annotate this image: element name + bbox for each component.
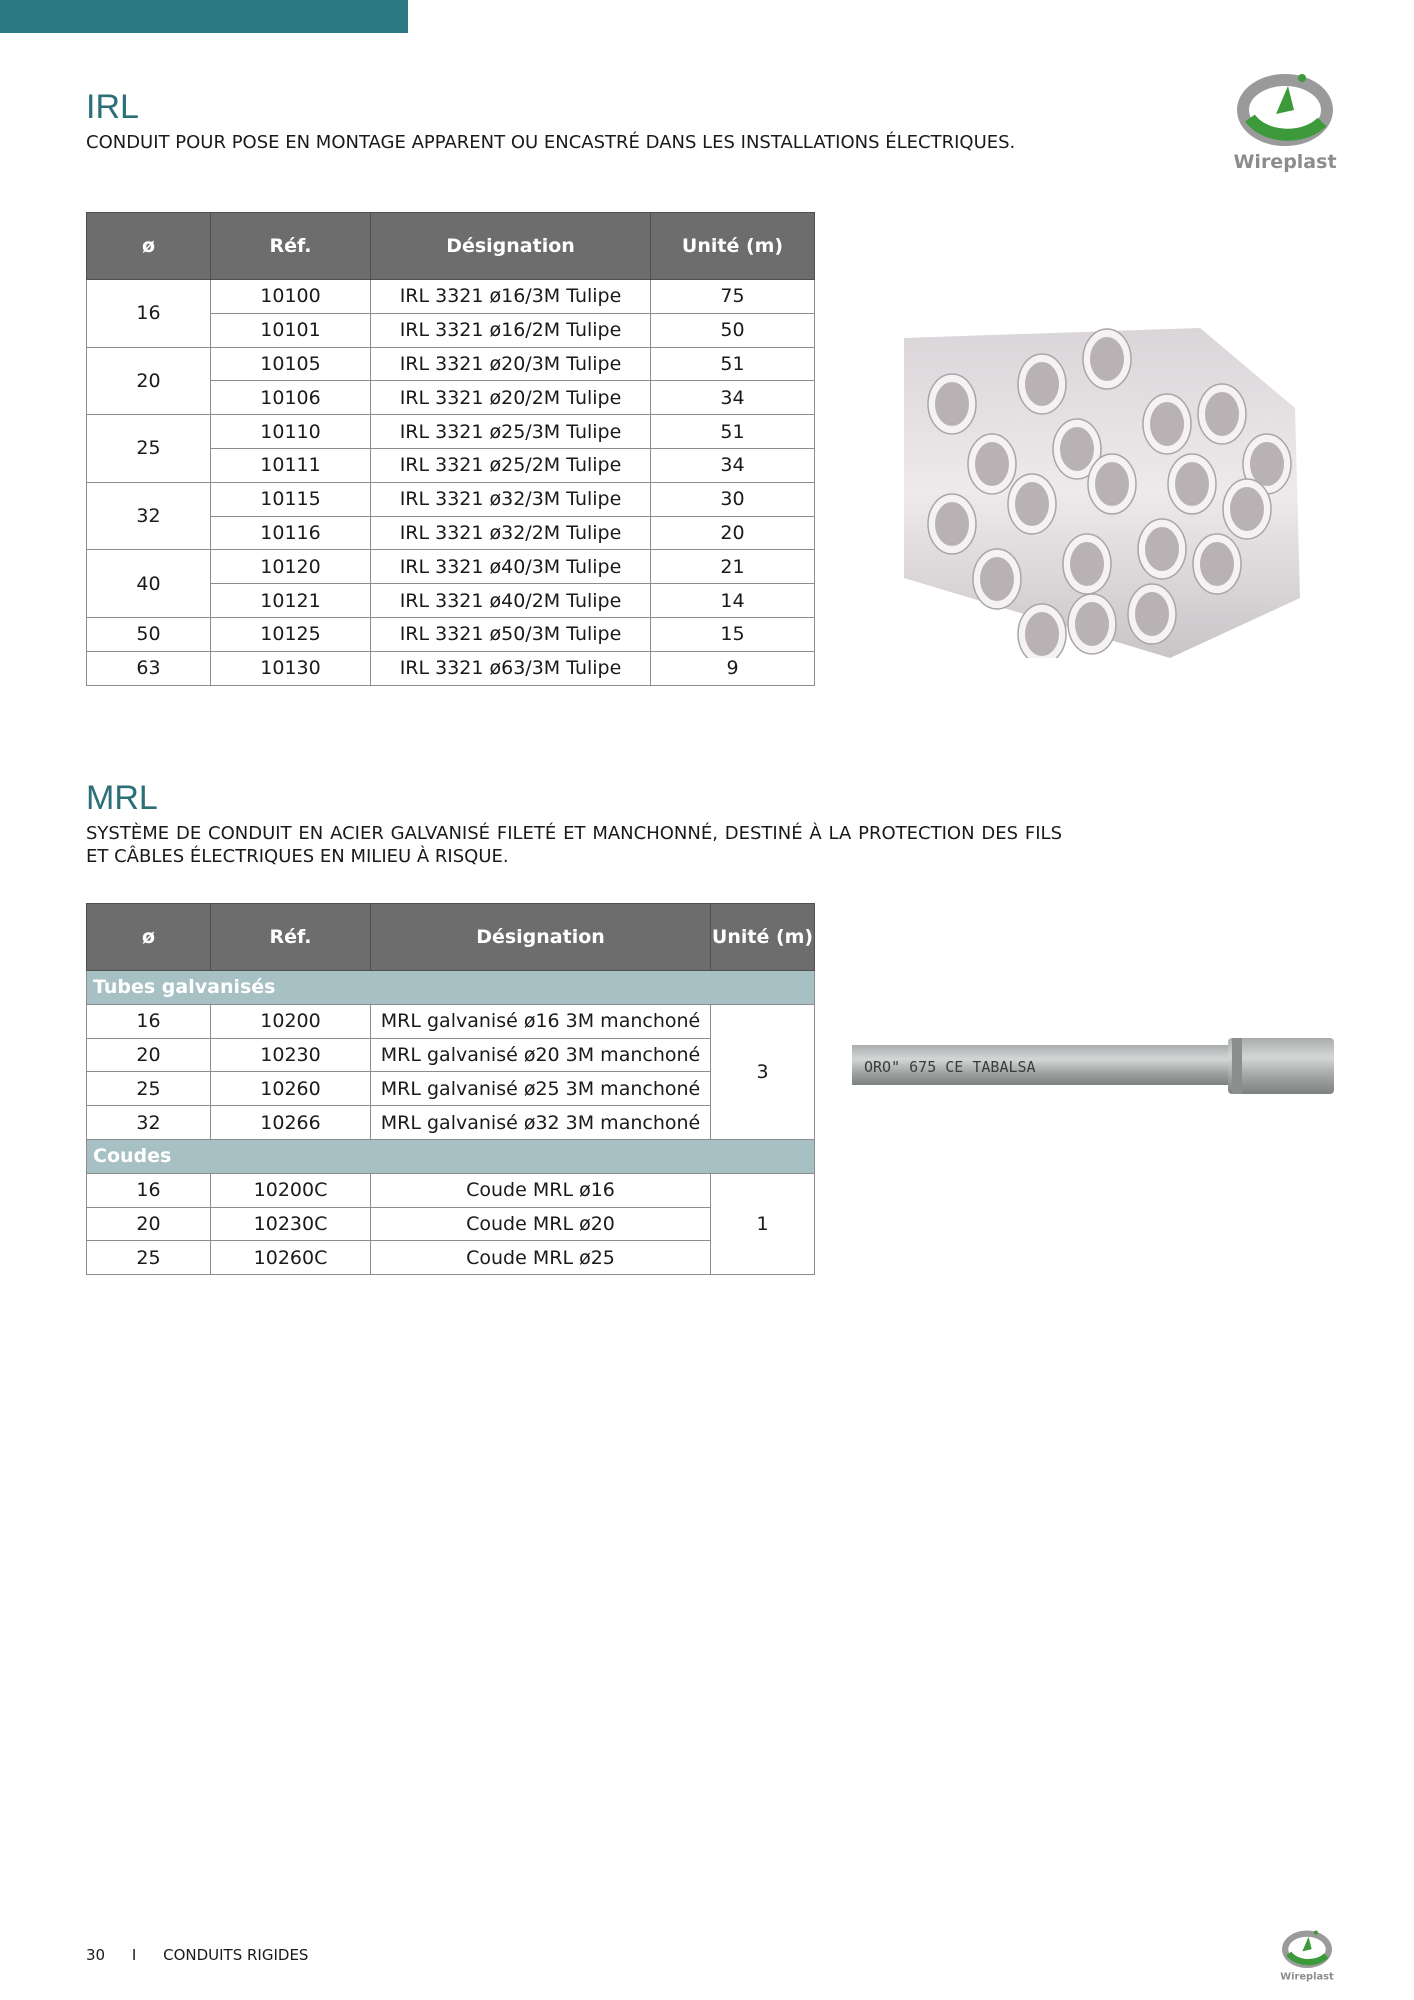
wireplast-logo-small	[1268, 1924, 1346, 1986]
diameter-cell: 16	[87, 280, 211, 348]
ref-cell: 10106	[211, 381, 371, 415]
col-header-diameter: ø	[87, 213, 211, 280]
designation-cell: IRL 3321 ø16/2M Tulipe	[371, 313, 651, 347]
designation-cell: IRL 3321 ø32/3M Tulipe	[371, 482, 651, 516]
diameter-cell: 25	[87, 1241, 211, 1275]
designation-cell: IRL 3321 ø20/3M Tulipe	[371, 347, 651, 381]
wireplast-logo	[1210, 66, 1360, 176]
table-row	[87, 415, 815, 449]
diameter-cell: 20	[87, 1207, 211, 1241]
tube-opening	[1250, 442, 1284, 486]
ref-cell: 10200C	[211, 1173, 371, 1207]
ref-cell: 10230C	[211, 1207, 371, 1241]
tube-opening	[1200, 542, 1234, 586]
designation-cell: Coude MRL ø20	[371, 1207, 711, 1241]
ref-cell: 10115	[211, 482, 371, 516]
page-number: 30	[86, 1946, 106, 1964]
table-row	[87, 1038, 815, 1072]
designation-cell: IRL 3321 ø16/3M Tulipe	[371, 280, 651, 314]
irl-description: CONDUIT POUR POSE EN MONTAGE APPARENT OU ENCASTRÉ DANS LES INSTALLATIONS ÉLECTRIQUES.	[86, 132, 1016, 153]
svg-text:Wireplast: Wireplast	[1233, 151, 1337, 173]
unit-cell: 34	[651, 381, 815, 415]
table-row	[87, 1207, 815, 1241]
table-row	[87, 1004, 815, 1038]
diameter-cell: 25	[87, 415, 211, 483]
page-footer	[86, 1946, 330, 1964]
unit-cell: 1	[711, 1173, 815, 1274]
ref-cell: 10121	[211, 584, 371, 618]
unit-cell: 50	[651, 313, 815, 347]
col-header-unit: Unité (m)	[711, 904, 815, 971]
ref-cell: 10110	[211, 415, 371, 449]
table-row	[87, 1106, 815, 1140]
tube-opening	[1090, 337, 1124, 381]
group-label: Coudes	[87, 1139, 815, 1173]
ref-cell: 10120	[211, 550, 371, 584]
irl-table	[86, 212, 815, 686]
col-header-designation: Désignation	[371, 904, 711, 971]
mrl-description: SYSTÈME DE CONDUIT EN ACIER GALVANISÉ FILETÉ ET MANCHONNÉ, DESTINÉ À LA PROTECTION DES FILS ET CÂBLES ÉLECTRIQUES EN MILIEU À RISQUE.	[86, 823, 1062, 867]
diameter-cell: 16	[87, 1004, 211, 1038]
mrl-product-photo	[852, 1036, 1334, 1102]
ref-cell: 10111	[211, 448, 371, 482]
tube-opening	[1075, 602, 1109, 646]
ref-cell: 10100	[211, 280, 371, 314]
tube-opening	[1070, 542, 1104, 586]
irl-product-photo	[900, 328, 1310, 658]
tube-opening	[975, 442, 1009, 486]
table-row	[87, 651, 815, 685]
diameter-cell: 20	[87, 1038, 211, 1072]
pipe-marking: ORO" 675 CE TABALSA	[864, 1058, 1036, 1076]
table-row	[87, 280, 815, 314]
table-row	[87, 482, 815, 516]
unit-cell: 20	[651, 516, 815, 550]
unit-cell: 14	[651, 584, 815, 618]
diameter-cell: 40	[87, 550, 211, 618]
table-row	[87, 1241, 815, 1275]
tube-opening	[1230, 487, 1264, 531]
tube-opening	[1145, 527, 1179, 571]
ref-cell: 10260	[211, 1072, 371, 1106]
table-row	[87, 347, 815, 381]
tube-opening	[1025, 612, 1059, 656]
tube-opening	[935, 382, 969, 426]
col-header-ref: Réf.	[211, 213, 371, 280]
diameter-cell: 50	[87, 617, 211, 651]
designation-cell: Coude MRL ø16	[371, 1173, 711, 1207]
diameter-cell: 25	[87, 1072, 211, 1106]
table-row	[87, 550, 815, 584]
tube-opening	[1175, 462, 1209, 506]
tube-opening	[1205, 392, 1239, 436]
designation-cell: IRL 3321 ø25/2M Tulipe	[371, 448, 651, 482]
designation-cell: MRL galvanisé ø25 3M manchoné	[371, 1072, 711, 1106]
footer-section: CONDUITS RIGIDES	[163, 1946, 309, 1964]
tube-opening	[980, 557, 1014, 601]
ref-cell: 10130	[211, 651, 371, 685]
table-row	[87, 1072, 815, 1106]
mrl-table	[86, 903, 815, 1275]
table-row	[87, 1173, 815, 1207]
tube-opening	[935, 502, 969, 546]
ref-cell: 10200	[211, 1004, 371, 1038]
tube-opening	[1150, 402, 1184, 446]
unit-cell: 9	[651, 651, 815, 685]
designation-cell: MRL galvanisé ø20 3M manchoné	[371, 1038, 711, 1072]
tube-opening	[1060, 427, 1094, 471]
col-header-ref: Réf.	[211, 904, 371, 971]
tube-opening	[1095, 462, 1129, 506]
unit-cell: 30	[651, 482, 815, 516]
unit-cell: 75	[651, 280, 815, 314]
ref-cell: 10125	[211, 617, 371, 651]
unit-cell: 51	[651, 415, 815, 449]
tube-opening	[1135, 592, 1169, 636]
footer-separator: I	[131, 1946, 137, 1964]
designation-cell: IRL 3321 ø25/3M Tulipe	[371, 415, 651, 449]
designation-cell: IRL 3321 ø32/2M Tulipe	[371, 516, 651, 550]
ref-cell: 10230	[211, 1038, 371, 1072]
group-row	[87, 1139, 815, 1173]
designation-cell: IRL 3321 ø40/2M Tulipe	[371, 584, 651, 618]
col-header-diameter: ø	[87, 904, 211, 971]
unit-cell: 3	[711, 1004, 815, 1139]
designation-cell: IRL 3321 ø40/3M Tulipe	[371, 550, 651, 584]
table-row	[87, 617, 815, 651]
tube-opening	[1025, 362, 1059, 406]
svg-text:Wireplast: Wireplast	[1280, 1971, 1334, 1983]
designation-cell: IRL 3321 ø63/3M Tulipe	[371, 651, 651, 685]
designation-cell: Coude MRL ø25	[371, 1241, 711, 1275]
mrl-title: MRL	[86, 779, 158, 817]
diameter-cell: 32	[87, 482, 211, 550]
top-accent-bar	[0, 0, 408, 33]
unit-cell: 21	[651, 550, 815, 584]
diameter-cell: 20	[87, 347, 211, 415]
col-header-designation: Désignation	[371, 213, 651, 280]
designation-cell: MRL galvanisé ø32 3M manchoné	[371, 1106, 711, 1140]
irl-title: IRL	[86, 88, 139, 126]
unit-cell: 34	[651, 448, 815, 482]
diameter-cell: 63	[87, 651, 211, 685]
diameter-cell: 16	[87, 1173, 211, 1207]
unit-cell: 51	[651, 347, 815, 381]
designation-cell: MRL galvanisé ø16 3M manchoné	[371, 1004, 711, 1038]
ref-cell: 10116	[211, 516, 371, 550]
ref-cell: 10105	[211, 347, 371, 381]
group-label: Tubes galvanisés	[87, 971, 815, 1005]
col-header-unit: Unité (m)	[651, 213, 815, 280]
ref-cell: 10260C	[211, 1241, 371, 1275]
designation-cell: IRL 3321 ø50/3M Tulipe	[371, 617, 651, 651]
tube-opening	[1015, 482, 1049, 526]
designation-cell: IRL 3321 ø20/2M Tulipe	[371, 381, 651, 415]
ref-cell: 10266	[211, 1106, 371, 1140]
diameter-cell: 32	[87, 1106, 211, 1140]
unit-cell: 15	[651, 617, 815, 651]
ref-cell: 10101	[211, 313, 371, 347]
group-row	[87, 971, 815, 1005]
